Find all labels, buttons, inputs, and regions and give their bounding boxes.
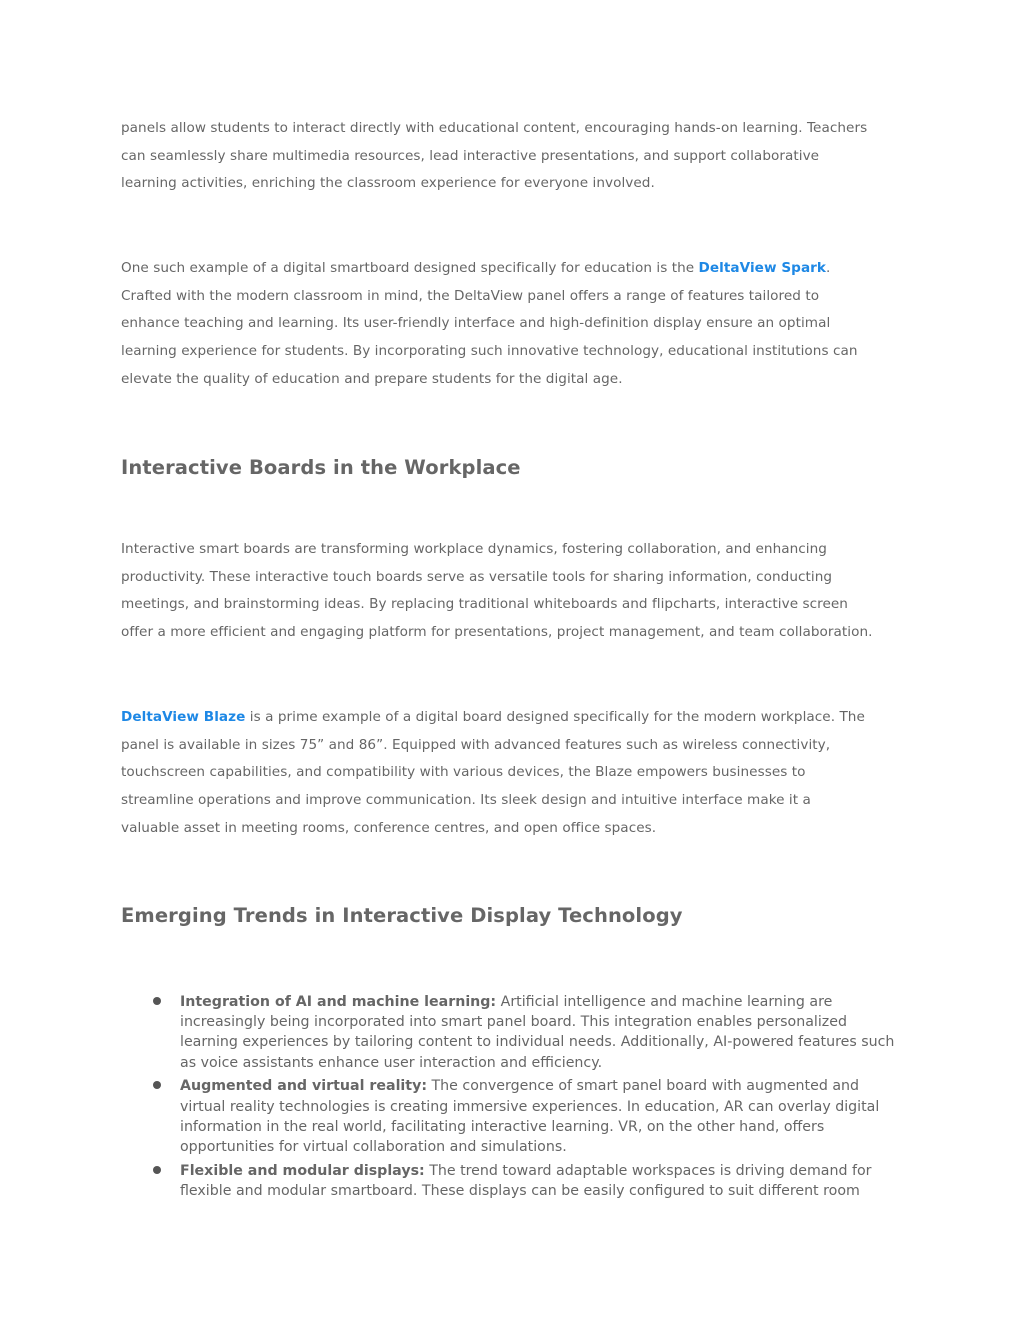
paragraph-deltaview-spark: [121, 255, 911, 394]
text-line: productivity. These interactive touch boards serve as versatile tools for sharing information, conducting: [121, 568, 833, 585]
text-line: learning activities, enriching the classroom experience for everyone involved.: [121, 175, 655, 192]
list-item-title: Flexible and modular displays:: [180, 1162, 425, 1179]
text-line: [121, 255, 911, 283]
bullet-dot-icon: [153, 997, 161, 1005]
text-line: [121, 704, 911, 732]
text-line: information in the real world, facilitating interactive learning. VR, on the other hand, offers: [180, 1118, 825, 1135]
text-line: panels allow students to interact directly with educational content, encouraging hands-on learning. Teachers: [121, 120, 868, 136]
text-line: opportunities for virtual collaboration and simulations.: [180, 1138, 567, 1155]
text-span: .: [826, 260, 831, 276]
deltaview-spark-link[interactable]: DeltaView Spark: [698, 260, 827, 276]
section-heading-trends: Emerging Trends in Interactive Display Technology: [121, 904, 683, 927]
text-line: enhance teaching and learning. Its user-friendly interface and high-definition display ensure an optimal: [121, 315, 831, 332]
text-line: touchscreen capabilities, and compatibility with various devices, the Blaze empowers businesses to: [121, 764, 806, 781]
text-line: [180, 1076, 910, 1096]
list-item: [150, 1076, 910, 1157]
list-item: [150, 1161, 910, 1201]
text-span: is a prime example of a digital board designed specifically for the modern workplace. The: [245, 709, 865, 725]
list-item-title: Integration of AI and machine learning:: [180, 994, 497, 1010]
text-line: meetings, and brainstorming ideas. By replacing traditional whiteboards and flipcharts, interactive screen: [121, 596, 848, 613]
text-span: The convergence of smart panel board with augmented and: [427, 1078, 860, 1095]
text-span: One such example of a digital smartboard designed specifically for education is the: [121, 260, 699, 276]
text-line: virtual reality technologies is creating immersive experiences. In education, AR can overlay digital: [180, 1098, 880, 1115]
text-line: [180, 992, 910, 1012]
text-line: streamline operations and improve communication. Its sleek design and intuitive interface make it a: [121, 792, 811, 809]
paragraph-workplace: [121, 536, 911, 647]
trends-list: [150, 992, 910, 1205]
text-span: Artificial intelligence and machine learning are: [496, 994, 833, 1010]
section-heading-workplace: Interactive Boards in the Workplace: [121, 456, 521, 479]
text-line: panel is available in sizes 75” and 86”. Equipped with advanced features such as wireless connectivity,: [121, 736, 831, 753]
text-line: learning experiences by tailoring content to individual needs. Additionally, AI-powered features such: [180, 1034, 895, 1051]
text-line: increasingly being incorporated into smart panel board. This integration enables personalized: [180, 1014, 847, 1031]
text-line: as voice assistants enhance user interaction and efficiency.: [180, 1054, 603, 1071]
text-line: Interactive smart boards are transforming workplace dynamics, fostering collaboration, and enhancing: [121, 541, 827, 557]
text-line: flexible and modular smartboard. These displays can be easily configured to suit different room: [180, 1182, 860, 1199]
section-heading-workplace-wrap: [121, 455, 911, 481]
text-line: offer a more efficient and engaging platform for presentations, project management, and team collaboration.: [121, 624, 873, 641]
deltaview-blaze-link[interactable]: DeltaView Blaze: [121, 709, 246, 725]
text-line: [180, 1161, 910, 1181]
text-line: elevate the quality of education and prepare students for the digital age.: [121, 370, 623, 387]
text-span: The trend toward adaptable workspaces is driving demand for: [424, 1162, 872, 1179]
section-heading-trends-wrap: [121, 903, 911, 929]
text-line: learning experience for students. By incorporating such innovative technology, educational institutions can: [121, 343, 858, 360]
text-line: valuable asset in meeting rooms, conference centres, and open office spaces.: [121, 819, 657, 836]
bullet-dot-icon: [153, 1081, 161, 1089]
bullet-dot-icon: [153, 1166, 161, 1174]
paragraph-deltaview-blaze: [121, 704, 911, 843]
text-line: Crafted with the modern classroom in mind, the DeltaView panel offers a range of features tailored to: [121, 287, 820, 304]
paragraph-education-intro: [121, 115, 911, 198]
list-item: [150, 992, 910, 1073]
list-item-title: Augmented and virtual reality:: [180, 1078, 427, 1095]
text-line: can seamlessly share multimedia resources, lead interactive presentations, and support collaborative: [121, 147, 820, 164]
